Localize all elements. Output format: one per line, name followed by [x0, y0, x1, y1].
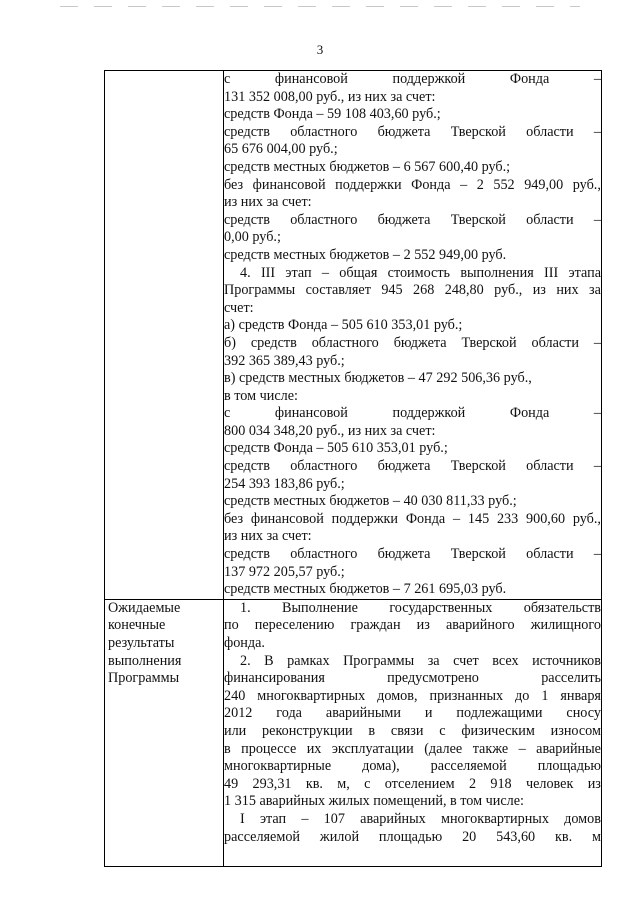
text-line: 131 352 008,00 руб., из них за счет:: [224, 88, 436, 105]
label-line: конечные: [108, 617, 166, 634]
label-line: выполнения: [108, 652, 182, 669]
text-line: многоквартирные дома), расселяемой площадью: [224, 758, 601, 775]
text-line: без финансовой поддержки Фонда – 145 233 900,60 руб.,: [224, 510, 601, 527]
text-line: 800 034 348,20 руб., из них за счет:: [224, 422, 436, 439]
label-line: результаты: [108, 635, 175, 651]
text-line: 240 многоквартирных домов, признанных до 1 января: [224, 687, 601, 704]
text-line: средств областного бюджета Тверской области –: [224, 546, 601, 563]
text-line: финансирования предусмотрено расселить: [224, 670, 601, 687]
text-line: 1 315 аварийных жилых помещений, в том числе:: [224, 793, 525, 810]
table-row: [105, 599, 602, 866]
financing-text-cell: [224, 71, 602, 600]
table-row: [105, 71, 602, 600]
text-line: средств местных бюджетов – 2 552 949,00 руб.: [224, 246, 507, 263]
text-line: средств областного бюджета Тверской области –: [224, 458, 601, 475]
text-line: средств Фонда – 59 108 403,60 руб.;: [224, 106, 441, 123]
scan-artifact-line: [60, 6, 580, 7]
text-line: в) средств местных бюджетов – 47 292 506,36 руб.,: [224, 370, 532, 387]
text-line: 4. III этап – общая стоимость выполнения III этапа: [240, 264, 601, 281]
text-line: 1. Выполнение государственных обязательств: [240, 599, 601, 616]
text-line: I этап – 107 аварийных многоквартирных домов: [240, 810, 601, 827]
text-line: 2. В рамках Программы за счет всех источников: [240, 652, 601, 669]
text-line: средств областного бюджета Тверской области –: [224, 123, 601, 140]
text-line: средств местных бюджетов – 6 567 600,40 руб.;: [224, 158, 511, 175]
text-line: а) средств Фонда – 505 610 353,01 руб.;: [224, 317, 463, 334]
text-line: 65 676 004,00 руб.;: [224, 141, 338, 158]
text-line: в процессе их эксплуатации (далее также – аварийные: [224, 740, 601, 757]
text-line: или реконструкции в связи с физическим износом: [224, 722, 601, 739]
text-line: 137 972 205,57 руб.;: [224, 563, 345, 580]
text-line: 2012 года аварийными и подлежащими сносу: [224, 705, 601, 722]
text-line: из них за счет:: [224, 528, 312, 545]
text-line: по переселению граждан из аварийного жилищного: [224, 617, 601, 634]
text-line: 0,00 руб.;: [224, 229, 281, 246]
text-line: 254 393 183,86 руб.;: [224, 475, 345, 492]
text-line: средств местных бюджетов – 7 261 695,03 руб.: [224, 581, 507, 598]
text-line: расселяемой жилой площадью 20 543,60 кв. м: [224, 828, 601, 845]
text-line: без финансовой поддержки Фонда – 2 552 949,00 руб.,: [224, 176, 601, 193]
page-number: 3: [316, 42, 324, 57]
expected-results-text-cell: [224, 599, 602, 866]
text-line: с финансовой поддержкой Фонда –: [224, 405, 601, 422]
text-line: в том числе:: [224, 387, 298, 404]
label-cell: [105, 71, 224, 600]
text-line: с финансовой поддержкой Фонда –: [224, 71, 601, 87]
text-line: 49 293,31 кв. м, с отселением 2 918 человек из: [224, 775, 601, 792]
expected-results-label-cell: [105, 599, 224, 866]
text-line: из них за счет:: [224, 194, 312, 211]
text-line: 392 365 389,43 руб.;: [224, 352, 345, 369]
program-passport-table: [104, 70, 602, 867]
text-line: фонда.: [224, 635, 265, 651]
label-line: Программы: [108, 670, 180, 687]
text-line: б) средств областного бюджета Тверской области –: [224, 334, 601, 351]
text-line: средств местных бюджетов – 40 030 811,33 руб.;: [224, 493, 517, 510]
label-line: Ожидаемые: [108, 599, 181, 616]
text-line: средств Фонда – 505 610 353,01 руб.;: [224, 440, 448, 457]
text-line: счет:: [224, 299, 254, 316]
text-line: Программы составляет 945 268 248,80 руб., из них за: [224, 282, 601, 299]
text-line: средств областного бюджета Тверской области –: [224, 211, 601, 228]
